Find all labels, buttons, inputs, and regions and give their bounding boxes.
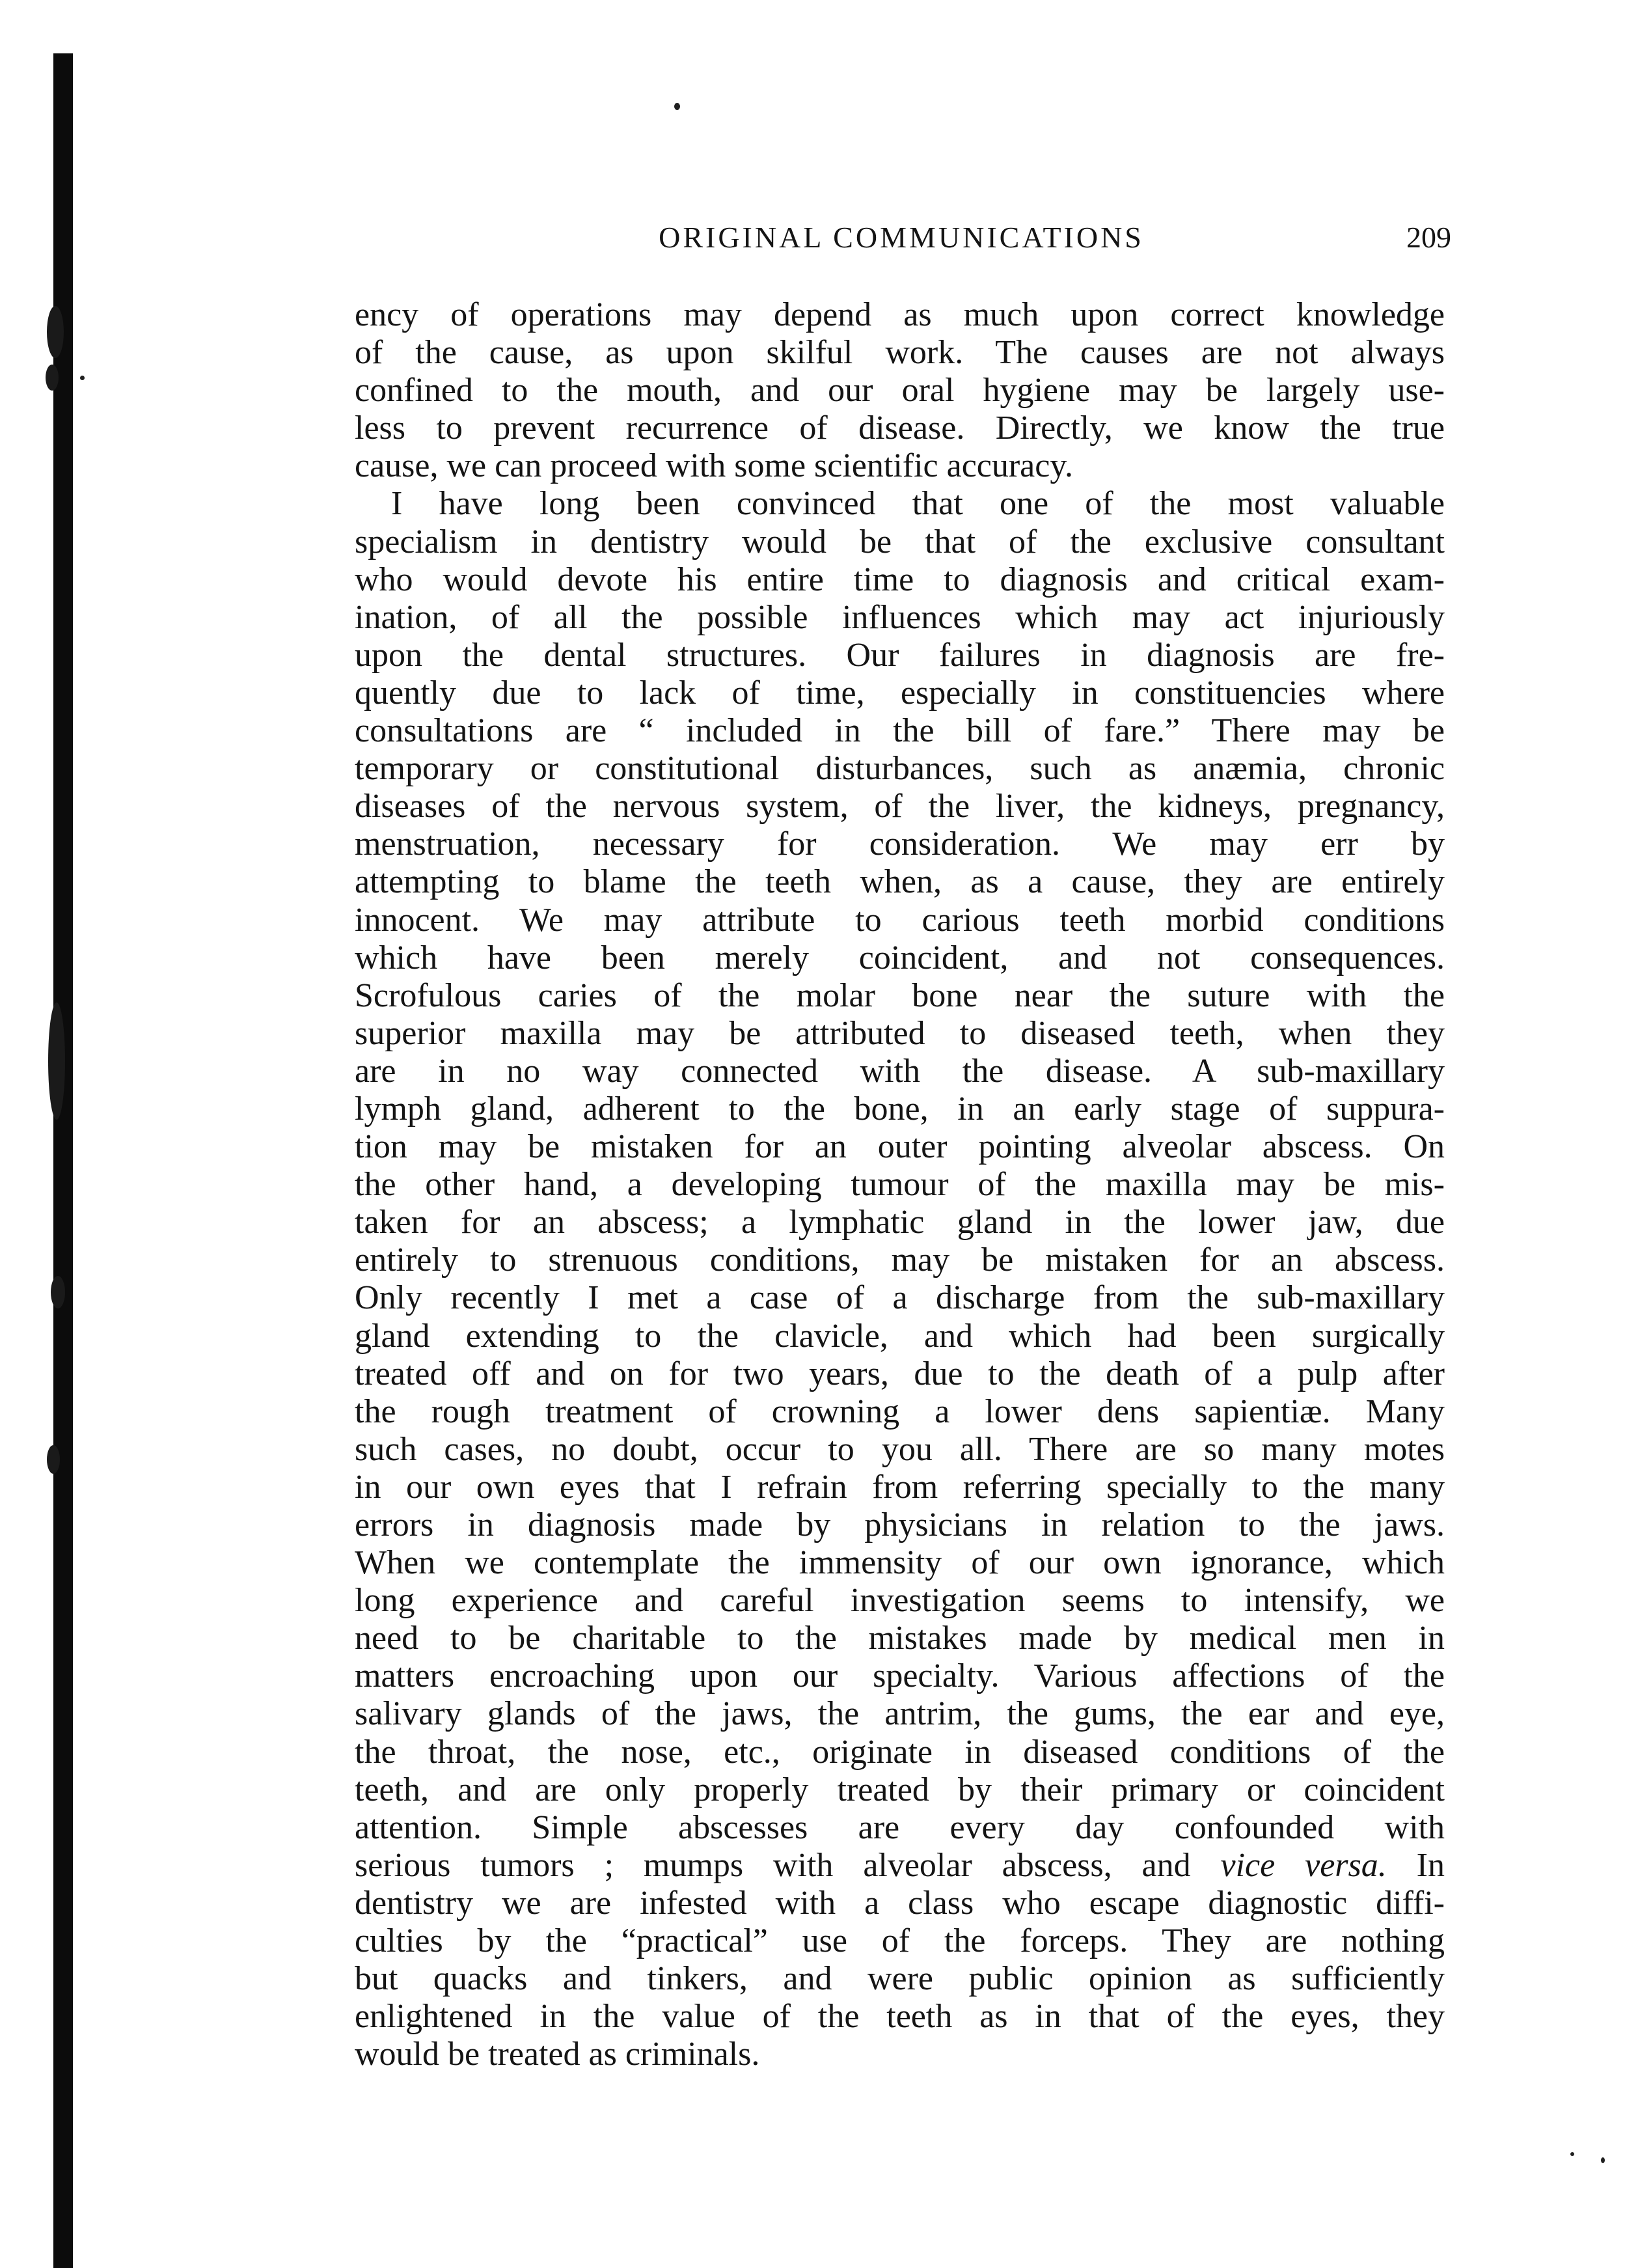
text-line: When we contemplate the immensity of our own ignorance, which [355,1544,1445,1582]
text-line: culties by the “practical” use of the forceps. They are nothing [355,1922,1445,1960]
binding-speck [51,1276,65,1308]
text-line: who would devote his entire time to diagnosis and critical exam- [355,560,1445,598]
italic-phrase: vice versa. [1220,1846,1387,1884]
text-line: upon the dental structures. Our failures in diagnosis are fre- [355,636,1445,674]
text-line: lymph gland, adherent to the bone, in an early stage of suppura- [355,1090,1445,1127]
ink-speck [674,103,680,110]
text-line: long experience and careful investigation seems to intensify, we [355,1582,1445,1620]
ink-speck [1570,2152,1574,2156]
binding-speck [47,1445,60,1474]
ink-speck [80,376,85,380]
text-line: Scrofulous caries of the molar bone near the suture with the [355,976,1445,1014]
text-line: attention. Simple abscesses are every day confounded with [355,1808,1445,1846]
text-line [355,1847,1445,1885]
text-run: serious tumors ; mumps with alveolar abscess, and [355,1846,1221,1884]
text-line: menstruation, necessary for consideration. We may err by [355,825,1445,863]
body-text [355,296,1445,2073]
text-line: salivary glands of the jaws, the antrim, the gums, the ear and eye, [355,1695,1445,1733]
binding-speck [47,306,64,358]
text-line: cause, we can proceed with some scientific accuracy. [355,447,1073,485]
text-line: ency of operations may depend as much upon correct knowledge [355,296,1445,333]
running-head: ORIGINAL COMMUNICATIONS [659,221,1144,254]
text-line: diseases of the nervous system, of the liver, the kidneys, pregnancy, [355,788,1445,825]
text-line: dentistry we are infested with a class who escape diagnostic diffi- [355,1884,1445,1922]
text-line: ination, of all the possible influences which may act injuriously [355,598,1445,636]
text-line: entirely to strenuous conditions, may be mistaken for an abscess. [355,1241,1445,1279]
text-line: in our own eyes that I refrain from referring specially to the many [355,1468,1445,1506]
text-line: confined to the mouth, and our oral hygiene may be largely use- [355,372,1445,409]
text-line: treated off and on for two years, due to the death of a pulp after [355,1355,1445,1392]
text-line: innocent. We may attribute to carious teeth morbid conditions [355,901,1445,939]
text-line: specialism in dentistry would be that of the exclusive consultant [355,523,1445,560]
text-line: consultations are “ included in the bill of fare.” There may be [355,712,1445,750]
text-line: superior maxilla may be attributed to diseased teeth, when they [355,1014,1445,1052]
text-line: matters encroaching upon our specialty. Various affections of the [355,1657,1445,1695]
text-line: but quacks and tinkers, and were public opinion as sufficiently [355,1960,1445,1998]
ink-speck [1601,2157,1605,2163]
text-run: In [1386,1846,1445,1884]
text-line: need to be charitable to the mistakes made by medical men in [355,1620,1445,1657]
text-line: quently due to lack of time, especially in constituencies where [355,674,1445,712]
text-line: temporary or constitutional disturbances, such as anæmia, chronic [355,750,1445,788]
text-line: I have long been convinced that one of the most valuable [391,485,1445,523]
page-header [351,215,1451,260]
text-line: errors in diagnosis made by physicians in relation to the jaws. [355,1506,1445,1543]
text-line: the rough treatment of crowning a lower dens sapientiæ. Many [355,1392,1445,1430]
text-line: which have been merely coincident, and not consequences. [355,939,1445,976]
text-line: gland extending to the clavicle, and which had been surgically [355,1317,1445,1355]
text-line: teeth, and are only properly treated by their primary or coincident [355,1771,1445,1808]
text-line: Only recently I met a case of a discharge from the sub-maxillary [355,1279,1445,1317]
page-number: 209 [1406,221,1451,254]
text-line: the other hand, a developing tumour of the maxilla may be mis- [355,1166,1445,1204]
text-line: would be treated as criminals. [355,2036,760,2073]
text-line: such cases, no doubt, occur to you all. There are so many motes [355,1430,1445,1468]
text-line: less to prevent recurrence of disease. Directly, we know the true [355,409,1445,447]
text-line: are in no way connected with the disease. A sub-maxillary [355,1052,1445,1090]
binding-speck [48,1003,65,1120]
text-line: the throat, the nose, etc., originate in diseased conditions of the [355,1733,1445,1771]
text-line: taken for an abscess; a lymphatic gland in the lower jaw, due [355,1204,1445,1241]
text-line: of the cause, as upon skilful work. The causes are not always [355,334,1445,372]
binding-speck [46,365,59,391]
text-line: tion may be mistaken for an outer pointing alveolar abscess. On [355,1128,1445,1166]
text-line: enlightened in the value of the teeth as in that of the eyes, they [355,1998,1445,2036]
text-line: attempting to blame the teeth when, as a cause, they are entirely [355,863,1445,901]
